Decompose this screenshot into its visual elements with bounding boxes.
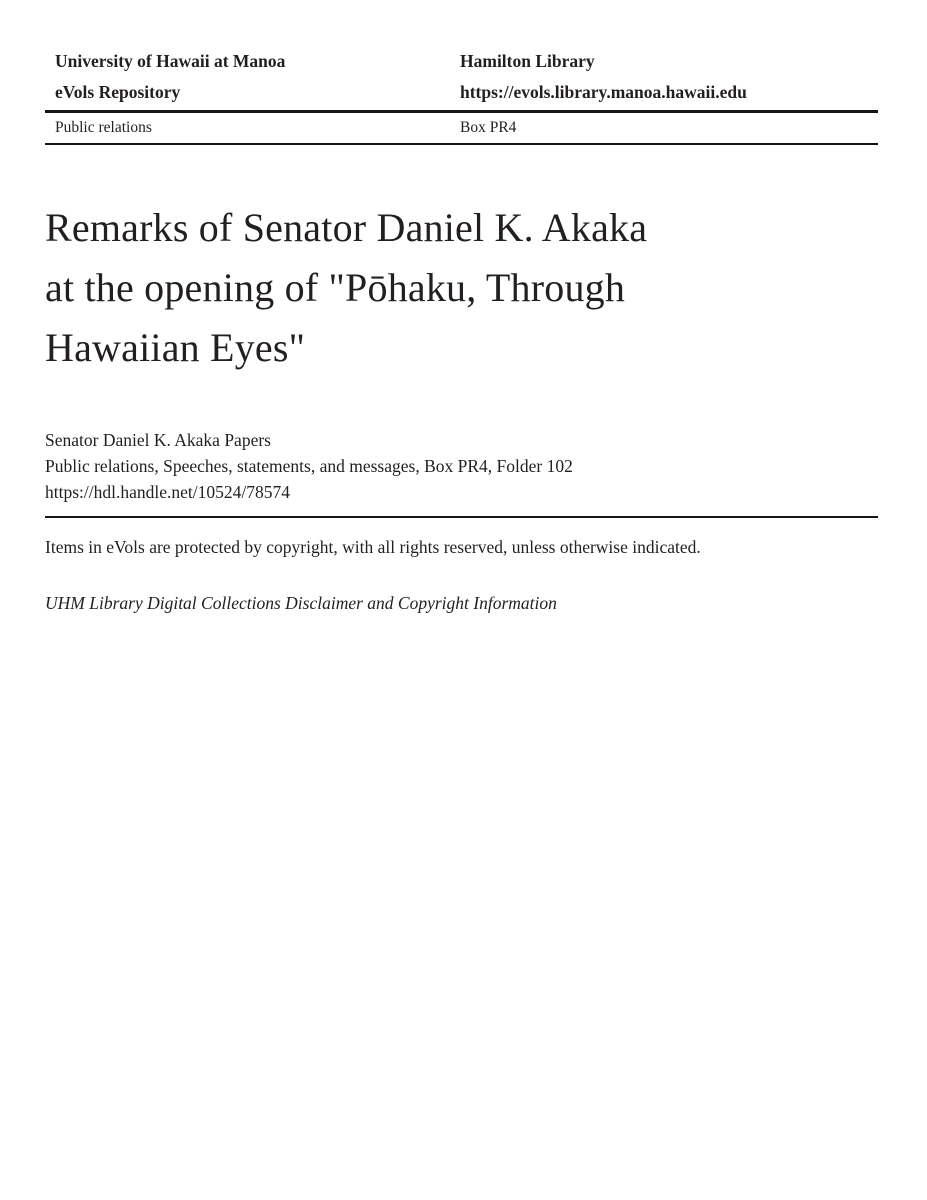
series-label: Public relations: [55, 119, 152, 136]
header-divider-bottom: [45, 143, 878, 145]
header-row-3: [45, 113, 878, 143]
title-line-1: Remarks of Senator Daniel K. Akaka: [45, 205, 648, 250]
disclaimer-link[interactable]: UHM Library Digital Collections Disclaimer and Copyright Information: [45, 593, 557, 613]
document-title: [45, 198, 878, 378]
footer-divider: [45, 516, 878, 518]
page-content: [45, 0, 878, 616]
box-label: Box PR4: [460, 119, 517, 136]
repository-url-link[interactable]: https://evols.library.manoa.hawaii.edu: [460, 82, 747, 102]
repository-name: eVols Repository: [55, 82, 181, 102]
handle-url-link[interactable]: https://hdl.handle.net/10524/78574: [45, 482, 290, 502]
copyright-notice: Items in eVols are protected by copyright, with all rights reserved, unless otherwise indicated.: [45, 537, 701, 557]
citation-line: Public relations, Speeches, statements, and messages, Box PR4, Folder 102: [45, 456, 573, 476]
library-name: Hamilton Library: [460, 51, 595, 71]
header-row-1: [45, 46, 878, 77]
title-line-2: at the opening of "Pōhaku, Through: [45, 265, 626, 310]
collection-name: Senator Daniel K. Akaka Papers: [45, 430, 271, 450]
citation-block: [45, 427, 878, 505]
header-row-2: [45, 77, 878, 108]
repository-header: [45, 0, 878, 145]
title-line-3: Hawaiian Eyes": [45, 325, 306, 370]
institution-name: University of Hawaii at Manoa: [55, 51, 286, 71]
